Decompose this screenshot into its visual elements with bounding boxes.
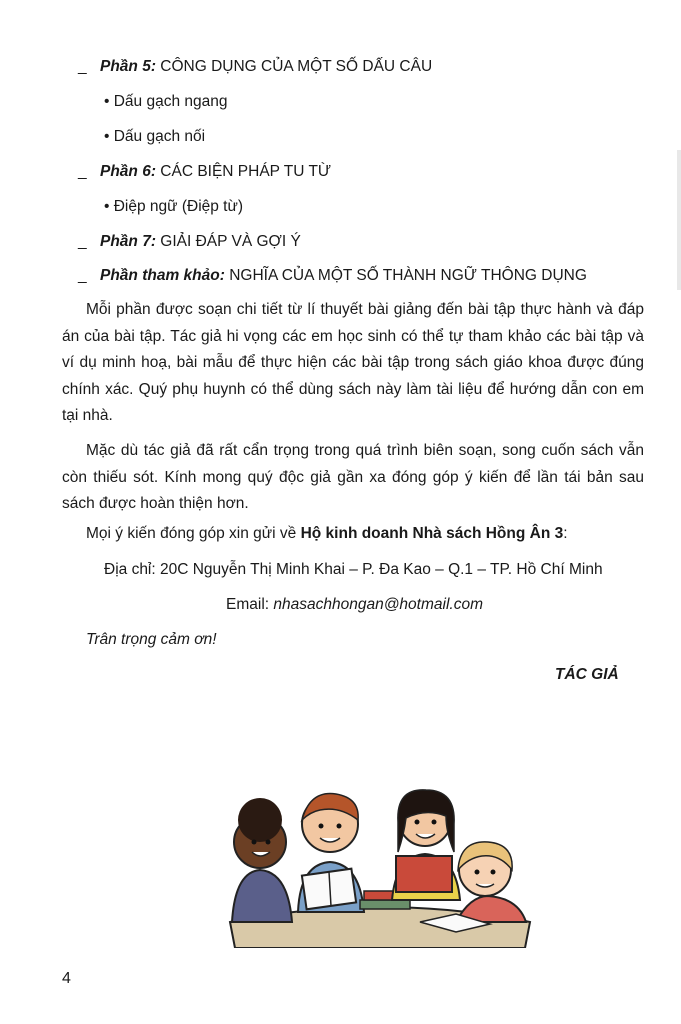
- part-label: Phần 6:: [100, 163, 156, 180]
- part-title: CÔNG DỤNG CỦA MỘT SỐ DẤU CÂU: [160, 58, 433, 75]
- author-signature: TÁC GIẢ: [555, 666, 619, 683]
- bullet-item: • Dấu gạch nối: [104, 128, 206, 145]
- dash: _: [78, 233, 87, 250]
- closing-text: Trân trọng cảm ơn!: [86, 631, 217, 648]
- email-line: [226, 596, 483, 614]
- bullet-item: • Điệp ngữ (Điệp từ): [104, 198, 244, 215]
- dash: _: [78, 267, 87, 284]
- page-edge-shadow: [677, 150, 681, 290]
- email-label: Email:: [226, 596, 274, 613]
- paragraph-description: [62, 297, 644, 430]
- part-label: Phần tham khảo:: [100, 267, 225, 284]
- part-7-heading: [78, 233, 301, 251]
- part-label: Phần 7:: [100, 233, 156, 250]
- part-6-heading: [78, 163, 331, 181]
- contact-line: [86, 525, 568, 543]
- bullet-item: • Dấu gạch ngang: [104, 93, 228, 110]
- colon: :: [563, 525, 568, 542]
- children-reading-illustration: [220, 772, 540, 948]
- email-address: nhasachhongan@hotmail.com: [273, 596, 483, 613]
- part-label: Phần 5:: [100, 58, 156, 75]
- business-name: Hộ kinh doanh Nhà sách Hồng Ân 3: [300, 525, 564, 542]
- paragraph-apology: [62, 438, 644, 518]
- part-5-heading: [78, 58, 432, 76]
- part-title: NGHĨA CỦA MỘT SỐ THÀNH NGỮ THÔNG DỤNG: [229, 267, 587, 284]
- part-title: CÁC BIỆN PHÁP TU TỪ: [160, 163, 332, 180]
- part-title: GIẢI ĐÁP VÀ GỢI Ý: [160, 233, 301, 250]
- address-line: Địa chỉ: 20C Nguyễn Thị Minh Khai – P. Đa Kao – Q.1 – TP. Hồ Chí Minh: [104, 561, 603, 578]
- dash: _: [78, 163, 87, 180]
- dash: _: [78, 58, 87, 75]
- paragraph-text: Mỗi phần được soạn chi tiết từ lí thuyết bài giảng đến bài tập thực hành và đáp án của bài tập. Tác giả hi vọng các em học sinh có thể tự tham khảo các bài tập và ví dụ minh hoạ, bài mẫu để thực hiện các bài tập trong sách giáo khoa được đúng chính xác. Quý phụ huynh có thể dùng sách này làm tài liệu để hướng dẫn con em tại nhà.: [62, 301, 644, 424]
- contact-intro: Mọi ý kiến đóng góp xin gửi về: [86, 525, 301, 542]
- reference-heading: [78, 267, 587, 285]
- paragraph-text: Mặc dù tác giả đã rất cẩn trọng trong quá trình biên soạn, song cuốn sách vẫn còn thiếu sót. Kính mong quý độc giả gần xa đóng góp ý kiến để lần tái bản sau sách được hoàn thiện hơn.: [62, 442, 644, 512]
- page-number: 4: [62, 970, 71, 987]
